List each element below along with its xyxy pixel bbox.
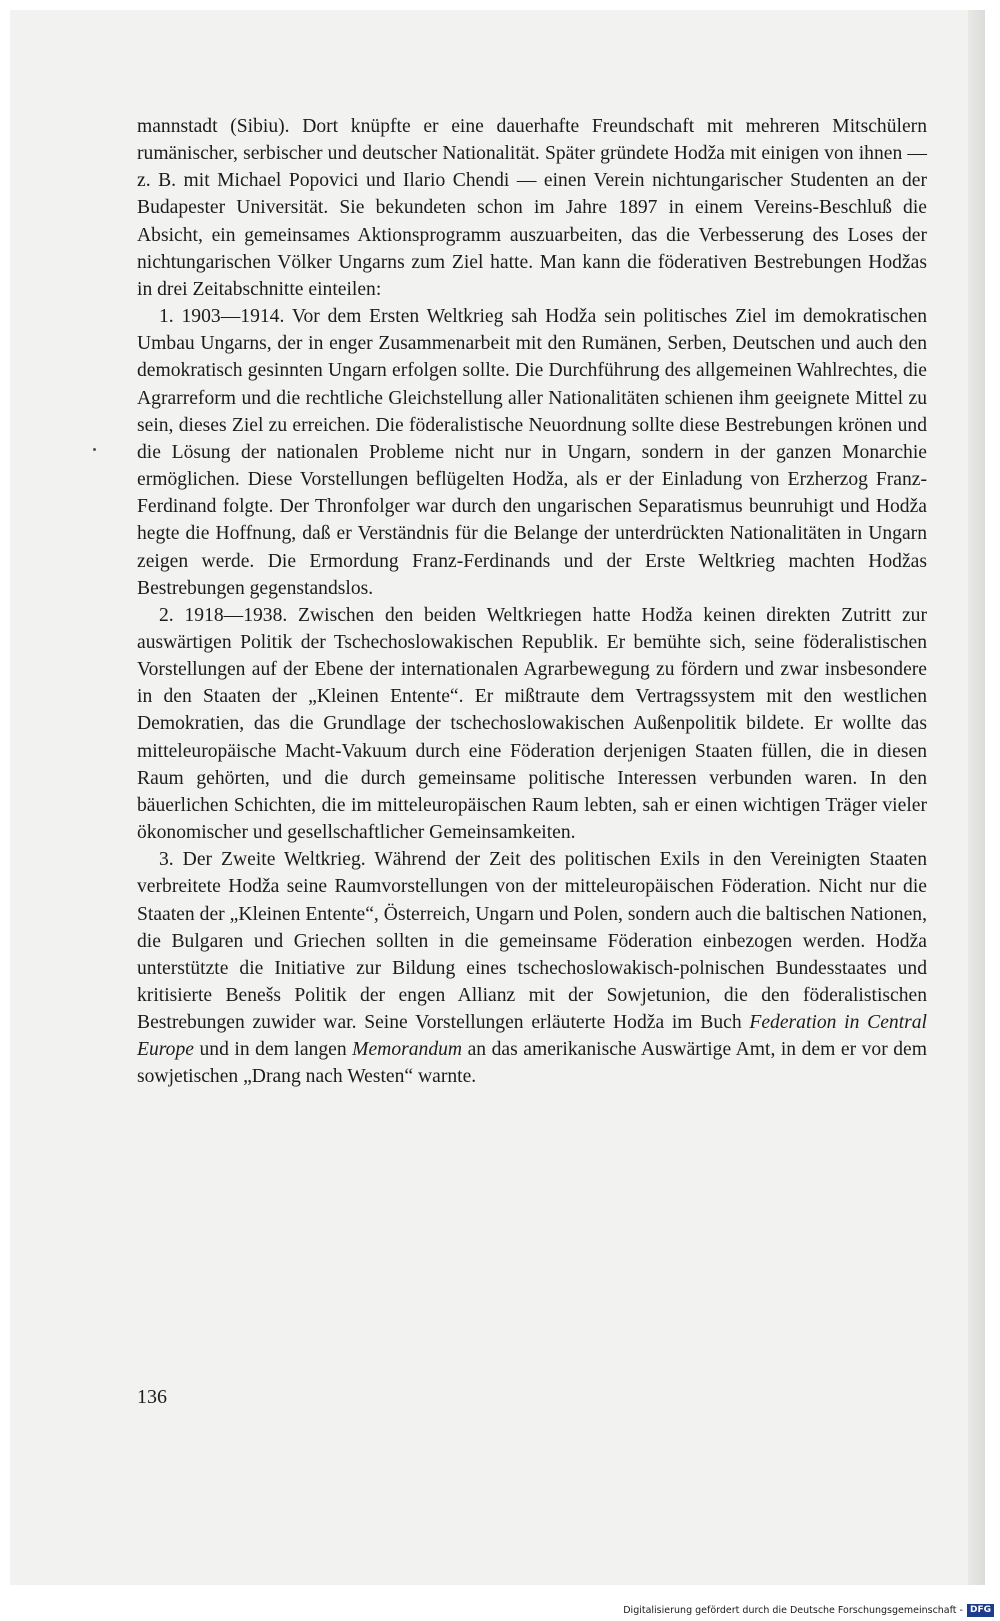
paragraph-period-1: 1. 1903—1914. Vor dem Ersten Weltkrieg sah Hodža sein politisches Ziel im demokratischen Umbau Ungarns, der in enger Zusammenarbeit mit den Rumänen, Serben, Deutschen und auch den demokratisch gesinnten Ungarn erfolgen sollte. Die Durchführung des allgemeinen Wahlrechtes, die Agrarreform und die rechtliche Gleichstellung aller Nationalitäten schienen ihm geeignete Mittel zu sein, dieses Ziel zu erreichen. Die föderalistische Neuordnung sollte diese Bestrebungen krönen und die Lösung der nationalen Probleme nicht nur in Ungarn, sondern in der ganzen Monarchie ermöglichen. Diese Vorstellungen beflügelten Hodža, als er der Einladung von Erzherzog Franz-Ferdinand folgte. Der Thronfolger war durch den ungarischen Separatismus beunruhigt und Hodža hegte die Hoffnung, daß er Verständnis für die Belange der unterdrückten Nationalitäten in Ungarn zeigen werde. Die Ermordung Franz-Ferdinands und der Erste Weltkrieg machten Hodžas Bestrebungen gegenstandslos. <box>137 306 927 599</box>
footer-text: Digitalisierung gefördert durch die Deutsche Forschungsgemeinschaft - <box>623 1605 963 1616</box>
paragraph-period-3-text-c: an das amerikanische Auswärtige Amt, in dem er vor dem sowjetischen „Drang nach Westen“ warnte. <box>137 1039 927 1088</box>
body-text <box>137 113 927 1091</box>
paragraph-period-3-text-a: 3. Der Zweite Weltkrieg. Während der Zeit des politischen Exils in den Vereinigten Staaten verbreitete Hodža seine Raumvorstellungen von der mitteleuropäischen Föderation. Nicht nur die Staaten der „Kleinen Entente“, Österreich, Ungarn und Polen, sondern auch die baltischen Nationen, die Bulgaren und Griechen sollten in die gemeinsame Föderation einbezogen werden. Hodža unterstützte die Initiative zur Bildung eines tschechoslowakisch-polnischen Bundesstaates und kritisierte Benešs Politik der engen Allianz mit der Sowjetunion, die den föderalistischen Bestrebungen zuwider war. Seine Vorstellungen erläuterte Hodža im Buch <box>137 849 927 1034</box>
scan-edge-shadow <box>968 10 985 1585</box>
paragraph-period-2: 2. 1918—1938. Zwischen den beiden Weltkriegen hatte Hodža keinen direkten Zutritt zur auswärtigen Politik der Tschechoslowakischen Republik. Er bemühte sich, seine föderalistischen Vorstellungen auf der Ebene der internationalen Agrarbewegung zu fördern und zwar insbesondere in den Staaten der „Kleinen Entente“. Er mißtraute dem Vertragssystem mit den westlichen Demokratien, das die Grundlage der tschechoslowakischen Außenpolitik bildete. Er wollte das mitteleuropäische Macht-Vakuum durch eine Föderation derjenigen Staaten füllen, die in diesen Raum gehörten, und die durch gemeinsame politische Interessen verbunden waren. In den bäuerlichen Schichten, die im mitteleuropäischen Raum lebten, sah er einen wichtigen Träger vieler ökonomischer und gesellschaftlicher Gemeinsamkeiten. <box>137 604 927 844</box>
paragraph-period-3-text-b: und in dem langen <box>193 1039 353 1061</box>
digitization-footer <box>623 1604 994 1617</box>
book-title: Federation in Central Europe <box>137 1012 928 1061</box>
paragraph-period-3 <box>137 846 927 1090</box>
paragraph-intro: mannstadt (Sibiu). Dort knüpfte er eine dauerhafte Freundschaft mit mehreren Mitschülern rumänischer, serbischer und deutscher Nationalität. Später gründete Hodža mit einigen von ihnen — z. B. mit Michael Popovici und Ilario Chendi — einen Verein nichtungarischer Studenten an der Budapester Universität. Sie bekundeten schon im Jahre 1897 in einem Vereins-Beschluß die Absicht, ein gemeinsames Aktionsprogramm auszuarbeiten, das die Verbesserung des Loses der nichtungarischen Völker Ungarns zum Ziel hatte. Man kann die föderativen Bestrebungen Hodžas in drei Zeitabschnitte einteilen: <box>137 116 927 300</box>
dfg-logo-icon: DFG <box>967 1604 994 1617</box>
page-number: 136 <box>137 1386 167 1408</box>
stray-ink-mark <box>93 448 96 451</box>
memorandum-title: Memorandum <box>352 1039 463 1061</box>
